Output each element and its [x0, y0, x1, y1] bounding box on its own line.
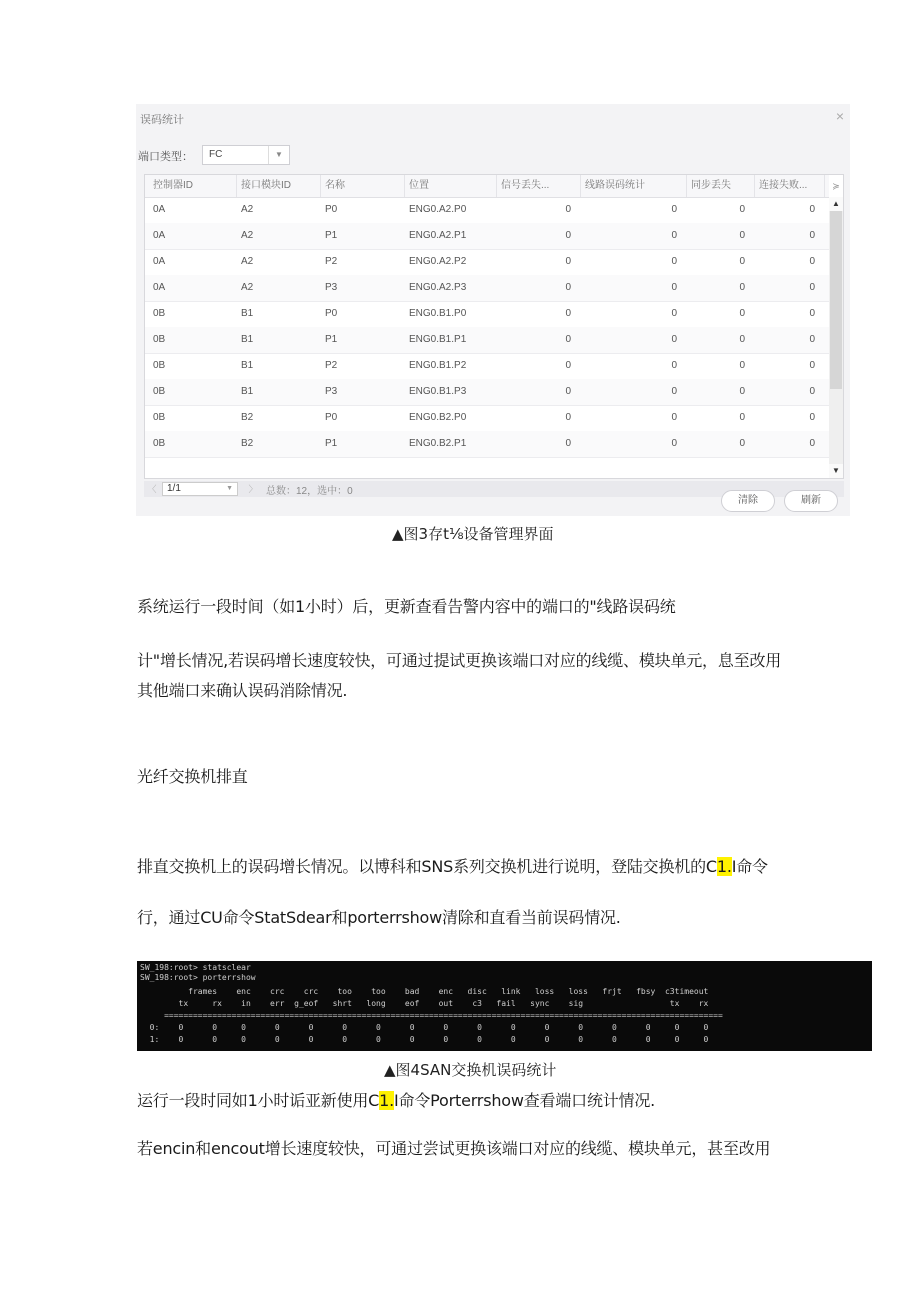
table-cell: 0 [739, 386, 745, 397]
clear-button[interactable]: 清除 [721, 490, 775, 512]
paragraph-3 [137, 854, 768, 877]
paragraph-4: 行，通过CU命令StatSdear和porterrshow清除和直看当前误码情况. [137, 908, 621, 927]
table-cell: 0 [565, 412, 571, 423]
table-cell: 0 [565, 230, 571, 241]
table-cell: P0 [325, 204, 338, 215]
paragraph-6: 若encin和encout增长速度较快，可通过尝试更换该端口对应的线缆、模块单元，甚至改用 [137, 1139, 771, 1158]
table-cell: 0 [739, 256, 745, 267]
table-cell: ENG0.B1.P0 [409, 308, 467, 319]
table-cell: 0 [809, 204, 815, 215]
section-heading: 光纤交换机排直 [137, 767, 248, 786]
table-cell: 0 [565, 438, 571, 449]
paragraph-5 [137, 1088, 655, 1111]
table-cell: 0 [565, 386, 571, 397]
table-cell: P1 [325, 230, 338, 241]
table-cell: 0 [565, 204, 571, 215]
table-cell: 0 [809, 308, 815, 319]
table-cell: B1 [241, 386, 254, 397]
table-cell: 0 [671, 386, 677, 397]
table-cell: ENG0.A2.P1 [409, 230, 467, 241]
table-cell: 0 [671, 334, 677, 345]
table-cell: P2 [325, 360, 338, 371]
column-header[interactable]: 名称 [321, 175, 405, 197]
table-cell: 0 [565, 334, 571, 345]
table-row[interactable] [145, 223, 829, 250]
page-select[interactable] [162, 482, 238, 496]
table-cell: 0 [809, 386, 815, 397]
paragraph-5-text: 运行一段时同如1小时诟亚新使用C [137, 1091, 380, 1110]
table-cell: 0 [739, 438, 745, 449]
table-row[interactable] [145, 431, 829, 458]
terminal-line: frames enc crc crc too too bad enc disc link loss loss frjt fbsy c3timeout [140, 987, 709, 996]
table-cell: ENG0.A2.P0 [409, 204, 467, 215]
table-cell: P2 [325, 256, 338, 267]
pager-summary: 总数：12，选中：0 [266, 486, 353, 497]
table-cell: 0 [671, 412, 677, 423]
table-cell: 0 [565, 308, 571, 319]
table-header [145, 175, 829, 198]
highlighted-text: 1. [716, 857, 732, 876]
column-header[interactable]: 连接失败... [755, 175, 825, 197]
refresh-button[interactable]: 刷新 [784, 490, 838, 512]
table-cell: A2 [241, 230, 254, 241]
paragraph-3-tail: I命令 [731, 857, 768, 876]
table-cell: 0B [153, 412, 166, 423]
table-cell: 0A [153, 230, 166, 241]
table-cell: 0 [671, 230, 677, 241]
table-cell: B2 [241, 438, 254, 449]
chevron-down-icon[interactable]: ▼ [226, 485, 233, 492]
table-cell: B1 [241, 360, 254, 371]
table-cell: 0 [671, 282, 677, 293]
table-cell: B1 [241, 334, 254, 345]
table-cell: A2 [241, 282, 254, 293]
table-cell: 0 [671, 438, 677, 449]
column-header[interactable]: 位置 [405, 175, 497, 197]
table-cell: ENG0.B2.P1 [409, 438, 467, 449]
table-cell: 0B [153, 438, 166, 449]
table-cell: 0 [671, 256, 677, 267]
table-cell: ENG0.A2.P2 [409, 256, 467, 267]
terminal-line: tx rx in err g_eof shrt long eof out c3 fail sync sig tx rx [140, 999, 709, 1008]
figure-4-caption: ▲图4SAN交换机误码统计 [384, 1061, 557, 1079]
terminal-line: SW_198:root> porterrshow [140, 973, 256, 982]
scrollbar-thumb[interactable] [830, 211, 842, 389]
prev-page-icon[interactable]: 〈 [147, 484, 157, 494]
table-cell: P3 [325, 386, 338, 397]
port-type-select[interactable] [202, 145, 290, 165]
table-cell: 0 [739, 308, 745, 319]
table-cell: B2 [241, 412, 254, 423]
table-row[interactable] [145, 327, 829, 354]
table-row[interactable] [145, 197, 829, 224]
table-cell: P0 [325, 412, 338, 423]
table-cell: P0 [325, 308, 338, 319]
column-menu-icon[interactable]: ≽ [832, 181, 840, 191]
chevron-down-icon[interactable]: ▼ [268, 146, 289, 164]
error-stats-table [144, 174, 844, 479]
table-cell: 0 [809, 256, 815, 267]
paragraph-2-line-1: 计"增长情况,若误码增长速度较快，可通过提试更换该端口对应的线缆、模块单元，息至改用 [137, 651, 782, 670]
table-cell: P3 [325, 282, 338, 293]
table-cell: ENG0.B2.P0 [409, 412, 467, 423]
page-value: 1/1 [167, 483, 181, 494]
table-cell: 0B [153, 386, 166, 397]
table-cell: 0 [671, 360, 677, 371]
table-cell: P1 [325, 334, 338, 345]
terminal-screenshot [137, 961, 872, 1051]
column-header[interactable]: 同步丢失 [687, 175, 755, 197]
highlighted-text: 1. [379, 1091, 395, 1110]
table-cell: 0 [809, 412, 815, 423]
table-row[interactable] [145, 275, 829, 302]
table-cell: 0 [739, 282, 745, 293]
table-cell: 0B [153, 308, 166, 319]
table-cell: 0 [809, 282, 815, 293]
table-cell: 0 [565, 282, 571, 293]
column-header[interactable]: 信号丢失... [497, 175, 581, 197]
table-cell: 0 [739, 204, 745, 215]
table-cell: 0 [809, 334, 815, 345]
scroll-up-icon[interactable]: ▲ [829, 197, 843, 211]
table-row[interactable] [145, 405, 829, 432]
paragraph-3-text: 排直交换机上的误码增长情况。以博科和SNS系列交换机进行说明，登陆交换机的C [137, 857, 717, 876]
port-type-label: 端口类型： [138, 151, 193, 163]
scroll-down-icon[interactable]: ▼ [829, 464, 843, 478]
table-row[interactable] [145, 353, 829, 380]
table-cell: ENG0.B1.P1 [409, 334, 467, 345]
column-header[interactable]: 控制器ID [149, 175, 237, 197]
paragraph-1: 系统运行一段时间（如1小时）后，更新查看告警内容中的端口的"线路误码统 [137, 597, 676, 616]
terminal-line: 1: 0 0 0 0 0 0 0 0 0 0 0 0 0 0 0 0 0 [140, 1035, 709, 1044]
column-header[interactable]: 线路误码统计 [581, 175, 687, 197]
next-page-icon[interactable]: 〉 [248, 484, 258, 494]
dialog-title: 误码统计 [140, 114, 184, 126]
terminal-line: 0: 0 0 0 0 0 0 0 0 0 0 0 0 0 0 0 0 0 [140, 1023, 709, 1032]
table-cell: 0 [565, 360, 571, 371]
terminal-line: ==================================================================================================================== [140, 1011, 723, 1020]
table-cell: A2 [241, 256, 254, 267]
table-cell: ENG0.A2.P3 [409, 282, 467, 293]
table-cell: ENG0.B1.P3 [409, 386, 467, 397]
table-cell: 0 [565, 256, 571, 267]
port-type-value: FC [209, 149, 223, 160]
error-stats-dialog [136, 104, 850, 516]
table-cell: 0 [739, 334, 745, 345]
close-icon[interactable]: × [835, 108, 844, 124]
paragraph-5-tail: I命令Porterrshow查看端口统计情况. [394, 1091, 656, 1110]
column-header[interactable]: 接口模块ID [237, 175, 321, 197]
table-row[interactable] [145, 249, 829, 276]
table-cell: 0 [809, 438, 815, 449]
table-cell: 0B [153, 334, 166, 345]
table-cell: 0 [739, 360, 745, 371]
table-cell: 0A [153, 204, 166, 215]
table-cell: 0 [809, 230, 815, 241]
table-cell: 0 [809, 360, 815, 371]
table-cell: 0 [671, 308, 677, 319]
table-cell: 0 [671, 204, 677, 215]
table-cell: 0B [153, 360, 166, 371]
table-row[interactable] [145, 379, 829, 406]
table-row[interactable] [145, 301, 829, 328]
figure-3-caption: ▲图3存t⅛设备管理界面 [392, 525, 554, 543]
table-cell: B1 [241, 308, 254, 319]
paragraph-2-line-2: 其他端口来确认误码消除情况. [137, 681, 348, 700]
table-cell: P1 [325, 438, 338, 449]
table-cell: A2 [241, 204, 254, 215]
table-cell: 0A [153, 256, 166, 267]
vertical-scrollbar[interactable] [829, 197, 843, 478]
table-cell: ENG0.B1.P2 [409, 360, 467, 371]
table-cell: 0 [739, 412, 745, 423]
table-cell: 0 [739, 230, 745, 241]
table-cell: 0A [153, 282, 166, 293]
terminal-line: SW_198:root> statsclear [140, 963, 251, 972]
